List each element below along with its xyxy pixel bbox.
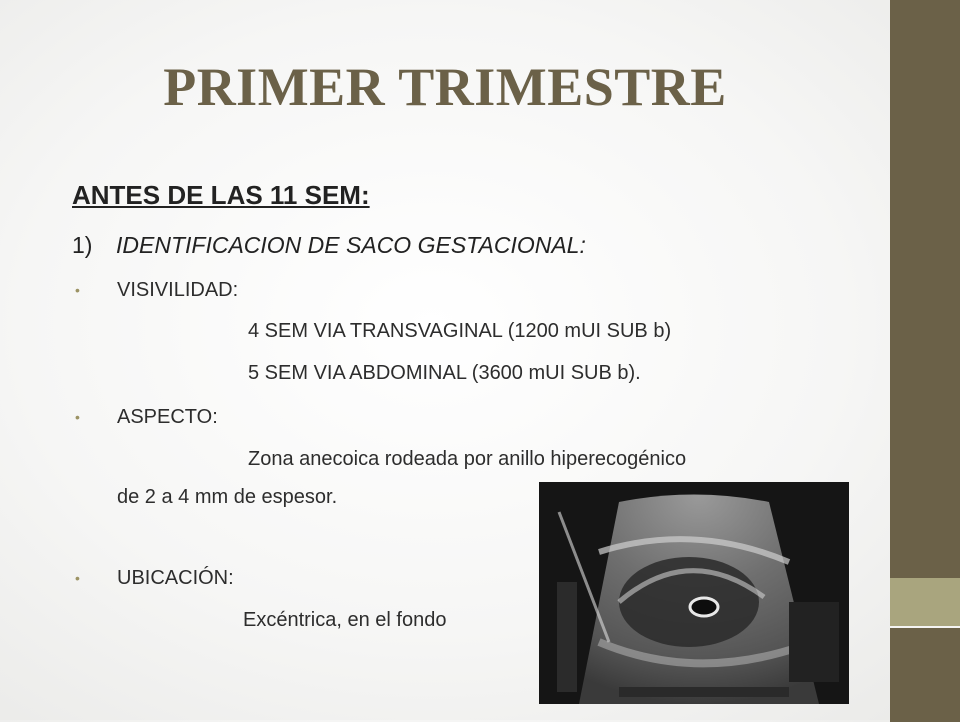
item-number: 1) [72, 232, 93, 258]
detail-line: 5 SEM VIA ABDOMINAL (3600 mUI SUB b). [248, 362, 641, 384]
detail-line: de 2 a 4 mm de espesor. [117, 486, 338, 508]
bullet-label-ubicacion: UBICACIÓN: [117, 567, 234, 589]
bullet-icon: • [75, 282, 80, 298]
ultrasound-image [539, 482, 849, 704]
bullet-icon: • [75, 570, 80, 586]
ultrasound-graphic [539, 482, 849, 704]
decorative-side-accent [890, 578, 960, 626]
numbered-item [72, 232, 586, 259]
decorative-side-bar-bottom [890, 626, 960, 722]
detail-line: Zona anecoica rodeada por anillo hiperecogénico [248, 448, 687, 470]
detail-line: Excéntrica, en el fondo [243, 609, 447, 631]
bullet-label-visibilidad: VISIVILIDAD: [117, 279, 239, 301]
detail-line: 4 SEM VIA TRANSVAGINAL (1200 mUI SUB b) [248, 320, 672, 342]
section-heading: ANTES DE LAS 11 SEM: [72, 180, 370, 210]
bullet-icon: • [75, 409, 80, 425]
bullet-label-aspecto: ASPECTO: [117, 406, 218, 428]
item-text: IDENTIFICACION DE SACO GESTACIONAL: [116, 232, 586, 258]
slide-title: PRIMER TRIMESTRE [163, 57, 727, 117]
